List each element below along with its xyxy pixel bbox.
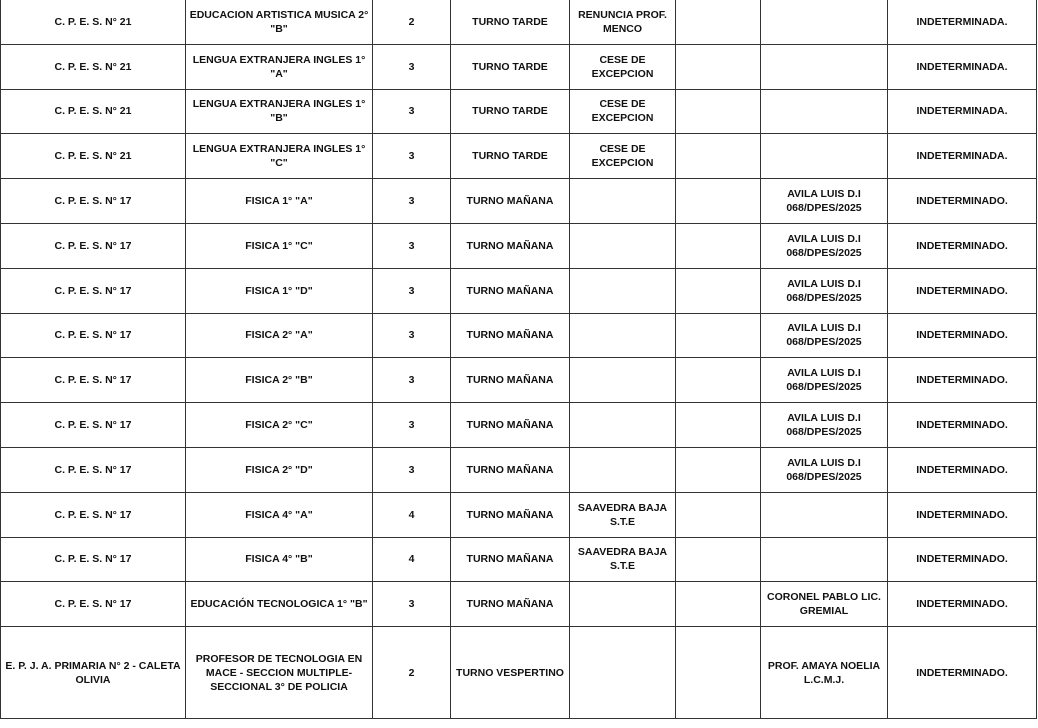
shift-cell: TURNO MAÑANA xyxy=(451,268,570,313)
table-row xyxy=(1,44,1037,89)
hours-cell: 3 xyxy=(373,268,451,313)
hours-cell: 3 xyxy=(373,179,451,224)
hours-cell: 3 xyxy=(373,89,451,134)
reason-cell: SAAVEDRA BAJA S.T.E xyxy=(570,537,676,582)
reason-cell: CESE DE EXCEPCION xyxy=(570,134,676,179)
shift-cell: TURNO MAÑANA xyxy=(451,582,570,627)
empty-cell xyxy=(676,223,761,268)
hours-cell: 3 xyxy=(373,582,451,627)
teacher-cell xyxy=(761,0,888,44)
teacher-cell xyxy=(761,44,888,89)
empty-cell xyxy=(676,358,761,403)
subject-cell: LENGUA EXTRANJERA INGLES 1° "B" xyxy=(186,89,373,134)
school-cell: C. P. E. S. N° 17 xyxy=(1,537,186,582)
shift-cell: TURNO MAÑANA xyxy=(451,358,570,403)
teacher-cell xyxy=(761,537,888,582)
teacher-cell: CORONEL PABLO LIC. GREMIAL xyxy=(761,582,888,627)
reason-cell: CESE DE EXCEPCION xyxy=(570,44,676,89)
subject-cell: FISICA 2° "D" xyxy=(186,447,373,492)
subject-cell: PROFESOR DE TECNOLOGIA EN MACE - SECCION MULTIPLE- SECCIONAL 3° DE POLICIA xyxy=(186,627,373,719)
reason-cell xyxy=(570,358,676,403)
subject-cell: EDUCACION ARTISTICA MUSICA 2° "B" xyxy=(186,0,373,44)
empty-cell xyxy=(676,44,761,89)
character-cell: INDETERMINADA. xyxy=(888,134,1037,179)
teacher-cell: AVILA LUIS D.I 068/DPES/2025 xyxy=(761,313,888,358)
shift-cell: TURNO VESPERTINO xyxy=(451,627,570,719)
reason-cell: SAAVEDRA BAJA S.T.E xyxy=(570,492,676,537)
subject-cell: FISICA 2° "B" xyxy=(186,358,373,403)
teacher-cell: AVILA LUIS D.I 068/DPES/2025 xyxy=(761,403,888,448)
empty-cell xyxy=(676,403,761,448)
character-cell: INDETERMINADO. xyxy=(888,403,1037,448)
subject-cell: FISICA 4° "B" xyxy=(186,537,373,582)
shift-cell: TURNO MAÑANA xyxy=(451,179,570,224)
character-cell: INDETERMINADO. xyxy=(888,537,1037,582)
table-row xyxy=(1,492,1037,537)
reason-cell xyxy=(570,447,676,492)
table-row xyxy=(1,537,1037,582)
hours-cell: 3 xyxy=(373,223,451,268)
teacher-cell xyxy=(761,134,888,179)
reason-cell xyxy=(570,313,676,358)
teacher-cell xyxy=(761,89,888,134)
table-row xyxy=(1,134,1037,179)
teacher-cell: AVILA LUIS D.I 068/DPES/2025 xyxy=(761,447,888,492)
shift-cell: TURNO MAÑANA xyxy=(451,537,570,582)
table-row xyxy=(1,179,1037,224)
character-cell: INDETERMINADO. xyxy=(888,179,1037,224)
subject-cell: FISICA 1° "C" xyxy=(186,223,373,268)
school-cell: C. P. E. S. N° 17 xyxy=(1,179,186,224)
character-cell: INDETERMINADA. xyxy=(888,0,1037,44)
teacher-cell xyxy=(761,492,888,537)
table-row xyxy=(1,627,1037,719)
shift-cell: TURNO TARDE xyxy=(451,44,570,89)
empty-cell xyxy=(676,179,761,224)
empty-cell xyxy=(676,447,761,492)
table-row xyxy=(1,582,1037,627)
shift-cell: TURNO MAÑANA xyxy=(451,447,570,492)
school-cell: C. P. E. S. N° 17 xyxy=(1,447,186,492)
school-cell: C. P. E. S. N° 17 xyxy=(1,403,186,448)
school-cell: C. P. E. S. N° 17 xyxy=(1,492,186,537)
reason-cell xyxy=(570,627,676,719)
shift-cell: TURNO MAÑANA xyxy=(451,403,570,448)
character-cell: INDETERMINADA. xyxy=(888,89,1037,134)
shift-cell: TURNO MAÑANA xyxy=(451,223,570,268)
empty-cell xyxy=(676,537,761,582)
table-body xyxy=(1,0,1037,719)
character-cell: INDETERMINADO. xyxy=(888,582,1037,627)
reason-cell xyxy=(570,223,676,268)
hours-cell: 3 xyxy=(373,44,451,89)
hours-cell: 2 xyxy=(373,0,451,44)
reason-cell xyxy=(570,179,676,224)
shift-cell: TURNO MAÑANA xyxy=(451,492,570,537)
shift-cell: TURNO TARDE xyxy=(451,134,570,179)
table-row xyxy=(1,447,1037,492)
character-cell: INDETERMINADO. xyxy=(888,223,1037,268)
reason-cell: RENUNCIA PROF. MENCO xyxy=(570,0,676,44)
hours-cell: 3 xyxy=(373,403,451,448)
empty-cell xyxy=(676,134,761,179)
teacher-cell: AVILA LUIS D.I 068/DPES/2025 xyxy=(761,268,888,313)
empty-cell xyxy=(676,627,761,719)
teacher-cell: AVILA LUIS D.I 068/DPES/2025 xyxy=(761,358,888,403)
table-row xyxy=(1,403,1037,448)
hours-cell: 2 xyxy=(373,627,451,719)
reason-cell xyxy=(570,403,676,448)
reason-cell xyxy=(570,582,676,627)
shift-cell: TURNO MAÑANA xyxy=(451,313,570,358)
character-cell: INDETERMINADO. xyxy=(888,358,1037,403)
subject-cell: LENGUA EXTRANJERA INGLES 1° "C" xyxy=(186,134,373,179)
empty-cell xyxy=(676,0,761,44)
table-row xyxy=(1,268,1037,313)
subject-cell: FISICA 2° "A" xyxy=(186,313,373,358)
hours-cell: 4 xyxy=(373,492,451,537)
hours-cell: 3 xyxy=(373,358,451,403)
empty-cell xyxy=(676,582,761,627)
shift-cell: TURNO TARDE xyxy=(451,89,570,134)
empty-cell xyxy=(676,89,761,134)
teacher-cell: AVILA LUIS D.I 068/DPES/2025 xyxy=(761,179,888,224)
hours-cell: 3 xyxy=(373,313,451,358)
character-cell: INDETERMINADO. xyxy=(888,492,1037,537)
character-cell: INDETERMINADO. xyxy=(888,268,1037,313)
school-cell: E. P. J. A. PRIMARIA N° 2 - CALETA OLIVIA xyxy=(1,627,186,719)
school-cell: C. P. E. S. N° 21 xyxy=(1,0,186,44)
school-cell: C. P. E. S. N° 21 xyxy=(1,134,186,179)
table-row xyxy=(1,313,1037,358)
reason-cell: CESE DE EXCEPCION xyxy=(570,89,676,134)
school-cell: C. P. E. S. N° 17 xyxy=(1,582,186,627)
school-cell: C. P. E. S. N° 21 xyxy=(1,89,186,134)
empty-cell xyxy=(676,313,761,358)
table-row xyxy=(1,223,1037,268)
school-cell: C. P. E. S. N° 17 xyxy=(1,223,186,268)
empty-cell xyxy=(676,492,761,537)
school-cell: C. P. E. S. N° 17 xyxy=(1,313,186,358)
school-cell: C. P. E. S. N° 17 xyxy=(1,358,186,403)
subject-cell: FISICA 1° "A" xyxy=(186,179,373,224)
table-row xyxy=(1,358,1037,403)
subject-cell: FISICA 1° "D" xyxy=(186,268,373,313)
hours-cell: 4 xyxy=(373,537,451,582)
school-cell: C. P. E. S. N° 17 xyxy=(1,268,186,313)
shift-cell: TURNO TARDE xyxy=(451,0,570,44)
subject-cell: LENGUA EXTRANJERA INGLES 1° "A" xyxy=(186,44,373,89)
hours-cell: 3 xyxy=(373,447,451,492)
school-cell: C. P. E. S. N° 21 xyxy=(1,44,186,89)
character-cell: INDETERMINADO. xyxy=(888,627,1037,719)
character-cell: INDETERMINADO. xyxy=(888,313,1037,358)
teacher-cell: PROF. AMAYA NOELIA L.C.M.J. xyxy=(761,627,888,719)
hours-cell: 3 xyxy=(373,134,451,179)
subject-cell: EDUCACIÓN TECNOLOGICA 1° "B" xyxy=(186,582,373,627)
teacher-cell: AVILA LUIS D.I 068/DPES/2025 xyxy=(761,223,888,268)
subject-cell: FISICA 2° "C" xyxy=(186,403,373,448)
reason-cell xyxy=(570,268,676,313)
subject-cell: FISICA 4° "A" xyxy=(186,492,373,537)
table-row xyxy=(1,89,1037,134)
character-cell: INDETERMINADO. xyxy=(888,447,1037,492)
empty-cell xyxy=(676,268,761,313)
character-cell: INDETERMINADA. xyxy=(888,44,1037,89)
table-row xyxy=(1,0,1037,44)
